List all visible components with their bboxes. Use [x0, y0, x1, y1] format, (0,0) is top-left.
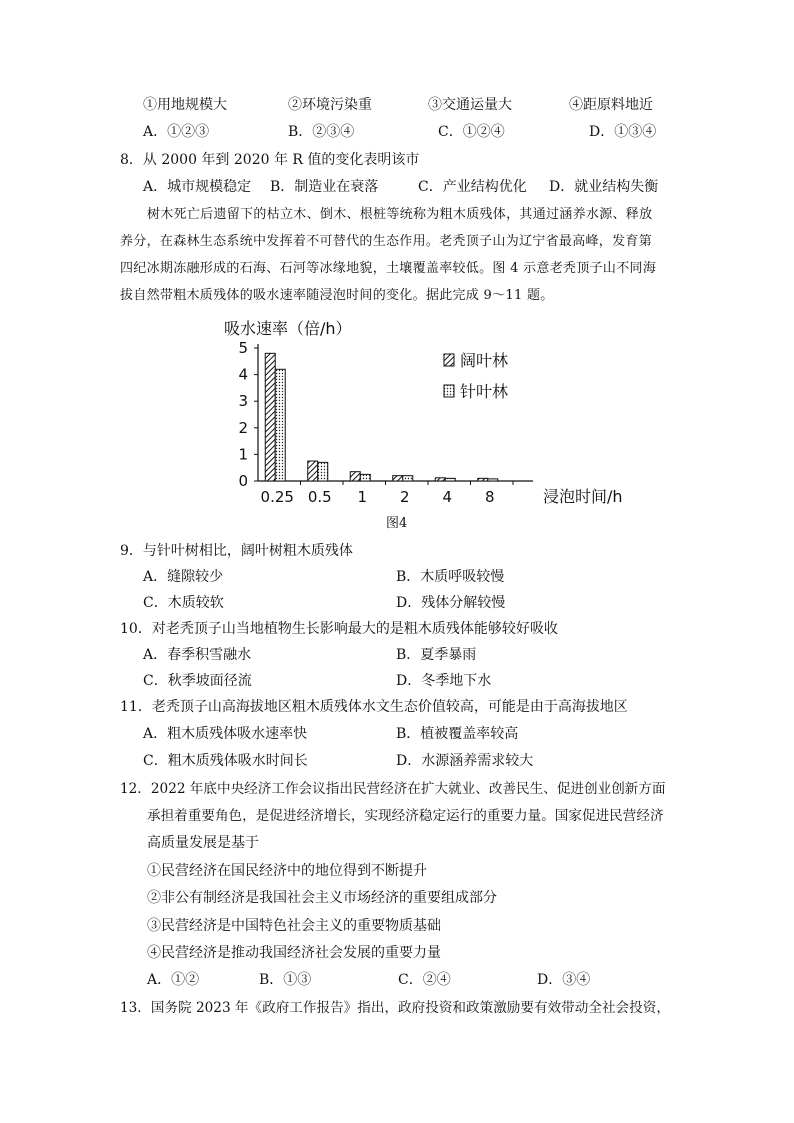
q12-option-d: D．③④	[537, 972, 591, 988]
legend-label: 针叶林	[460, 382, 509, 401]
bar-阔叶林	[435, 478, 445, 481]
q10-option-d: D．冬季地下水	[396, 673, 492, 689]
q9-option-b: B．木质呼吸较慢	[396, 569, 505, 585]
bar-阔叶林	[265, 353, 275, 481]
q12-option-c: C．②④	[398, 972, 451, 988]
q11-option-a: A．粗木质残体吸水速率快	[143, 726, 308, 742]
bar-针叶林	[445, 478, 455, 481]
y-tick-label: 0	[238, 472, 248, 490]
q12-item-4: ④民营经济是推动我国经济社会发展的重要力量	[147, 945, 441, 961]
y-tick-label: 2	[238, 418, 248, 437]
q12-stem-line-1: 12．2022 年底中央经济工作会议指出民营经济在扩大就业、改善民生、促进创业创新方面	[120, 781, 666, 797]
q13-stem: 13．国务院 2023 年《政府工作报告》指出，政府投资和政策激励要有效带动全社会投资，	[120, 1000, 670, 1016]
q12-option-a: A．①②	[147, 972, 200, 988]
chart-ylabel: 吸水速率（倍/h）	[224, 319, 352, 338]
x-tick-label: 1	[357, 488, 368, 506]
x-tick-label: 0.5	[307, 488, 332, 506]
x-tick-label: 4	[442, 488, 453, 506]
legend-swatch-阔叶林	[444, 354, 454, 366]
bar-针叶林	[360, 474, 370, 481]
q12-item-1: ①民营经济在国民经济中的地位得到不断提升	[147, 863, 427, 879]
q8-option-b: B．制造业在衰落	[270, 179, 379, 195]
q8-option-c: C．产业结构优化	[418, 179, 527, 195]
q12-item-2: ②非公有制经济是我国社会主义市场经济的重要组成部分	[147, 890, 497, 906]
chart-xlabel: 浸泡时间/h	[543, 487, 623, 506]
bar-阔叶林	[350, 472, 360, 481]
q11-stem: 11．老秃顶子山高海拔地区粗木质残体水文生态价值较高，可能是由于高海拔地区	[120, 699, 628, 715]
q9-stem: 9．与针叶树相比，阔叶树粗木质残体	[120, 543, 353, 559]
figure-caption: 图4	[386, 516, 408, 531]
q10-stem: 10．对老秃顶子山当地植物生长影响最大的是粗木质残体能够较好吸收	[120, 621, 558, 637]
passage-line-1: 树木死亡后遗留下的枯立木、倒木、根桩等统称为粗木质残体，其通过涵养水源、释放	[147, 207, 653, 222]
q8-option-a: A．城市规模稳定	[143, 179, 252, 195]
y-tick-label: 4	[238, 365, 248, 384]
legend-label: 阔叶林	[460, 351, 509, 370]
q7-option-c: C．①②④	[438, 124, 505, 140]
q12-item-3: ③民营经济是中国特色社会主义的重要物质基础	[147, 918, 441, 934]
bar-阔叶林	[308, 461, 318, 481]
y-tick-label: 3	[238, 392, 248, 411]
q7-option-a: A．①②③	[143, 124, 210, 140]
q7-item-2: ②环境污染重	[288, 97, 372, 113]
q7-item-3: ③交通运量大	[428, 97, 512, 113]
bar-针叶林	[275, 369, 285, 481]
q9-option-c: C．木质较软	[143, 595, 224, 611]
q12-option-b: B．①③	[259, 972, 312, 988]
q10-option-c: C．秋季坡面径流	[143, 673, 252, 689]
passage-line-2: 养分，在森林生态系统中发挥着不可替代的生态作用。老秃顶子山为辽宁省最高峰，发育第	[120, 234, 653, 249]
q12-stem-line-2: 承担着重要角色，是促进经济增长，实现经济稳定运行的重要力量。国家促进民营经济	[147, 808, 664, 824]
legend-swatch-针叶林	[444, 385, 454, 397]
q11-option-b: B．植被覆盖率较高	[396, 726, 519, 742]
q7-option-b: B．②③④	[288, 124, 355, 140]
q10-option-b: B．夏季暴雨	[396, 647, 477, 663]
bar-阔叶林	[478, 478, 488, 481]
q12-stem-line-3: 高质量发展是基于	[147, 835, 259, 851]
x-tick-label: 2	[399, 488, 410, 506]
y-tick-label: 1	[238, 445, 248, 464]
q7-item-1: ①用地规模大	[143, 97, 227, 113]
x-tick-label: 0.25	[260, 488, 294, 506]
y-tick-label: 5	[238, 339, 248, 357]
q9-option-a: A．缝隙较少	[143, 569, 224, 585]
passage-line-3: 四纪冰期冻融形成的石海、石河等冰缘地貌，土壤覆盖率较低。图 4 示意老秃顶子山不同海	[120, 261, 657, 276]
q11-option-d: D．水源涵养需求较大	[396, 753, 534, 769]
q8-stem: 8．从 2000 年到 2020 年 R 值的变化表明该市	[120, 152, 420, 168]
q10-option-a: A．春季积雪融水	[143, 647, 252, 663]
q11-option-c: C．粗木质残体吸水时间长	[143, 753, 308, 769]
q7-item-4: ④距原料地近	[569, 97, 653, 113]
bar-阔叶林	[393, 476, 403, 481]
q8-option-d: D．就业结构失衡	[549, 179, 659, 195]
bar-针叶林	[488, 479, 498, 481]
bar-针叶林	[318, 462, 328, 481]
q9-option-d: D．残体分解较慢	[396, 595, 506, 611]
figure-4-bar-chart	[215, 312, 623, 512]
passage-line-4: 拔自然带粗木质残体的吸水速率随浸泡时间的变化。据此完成 9～11 题。	[120, 288, 554, 303]
q7-option-d: D．①③④	[589, 124, 657, 140]
bar-针叶林	[403, 476, 413, 481]
x-tick-label: 8	[484, 488, 495, 506]
